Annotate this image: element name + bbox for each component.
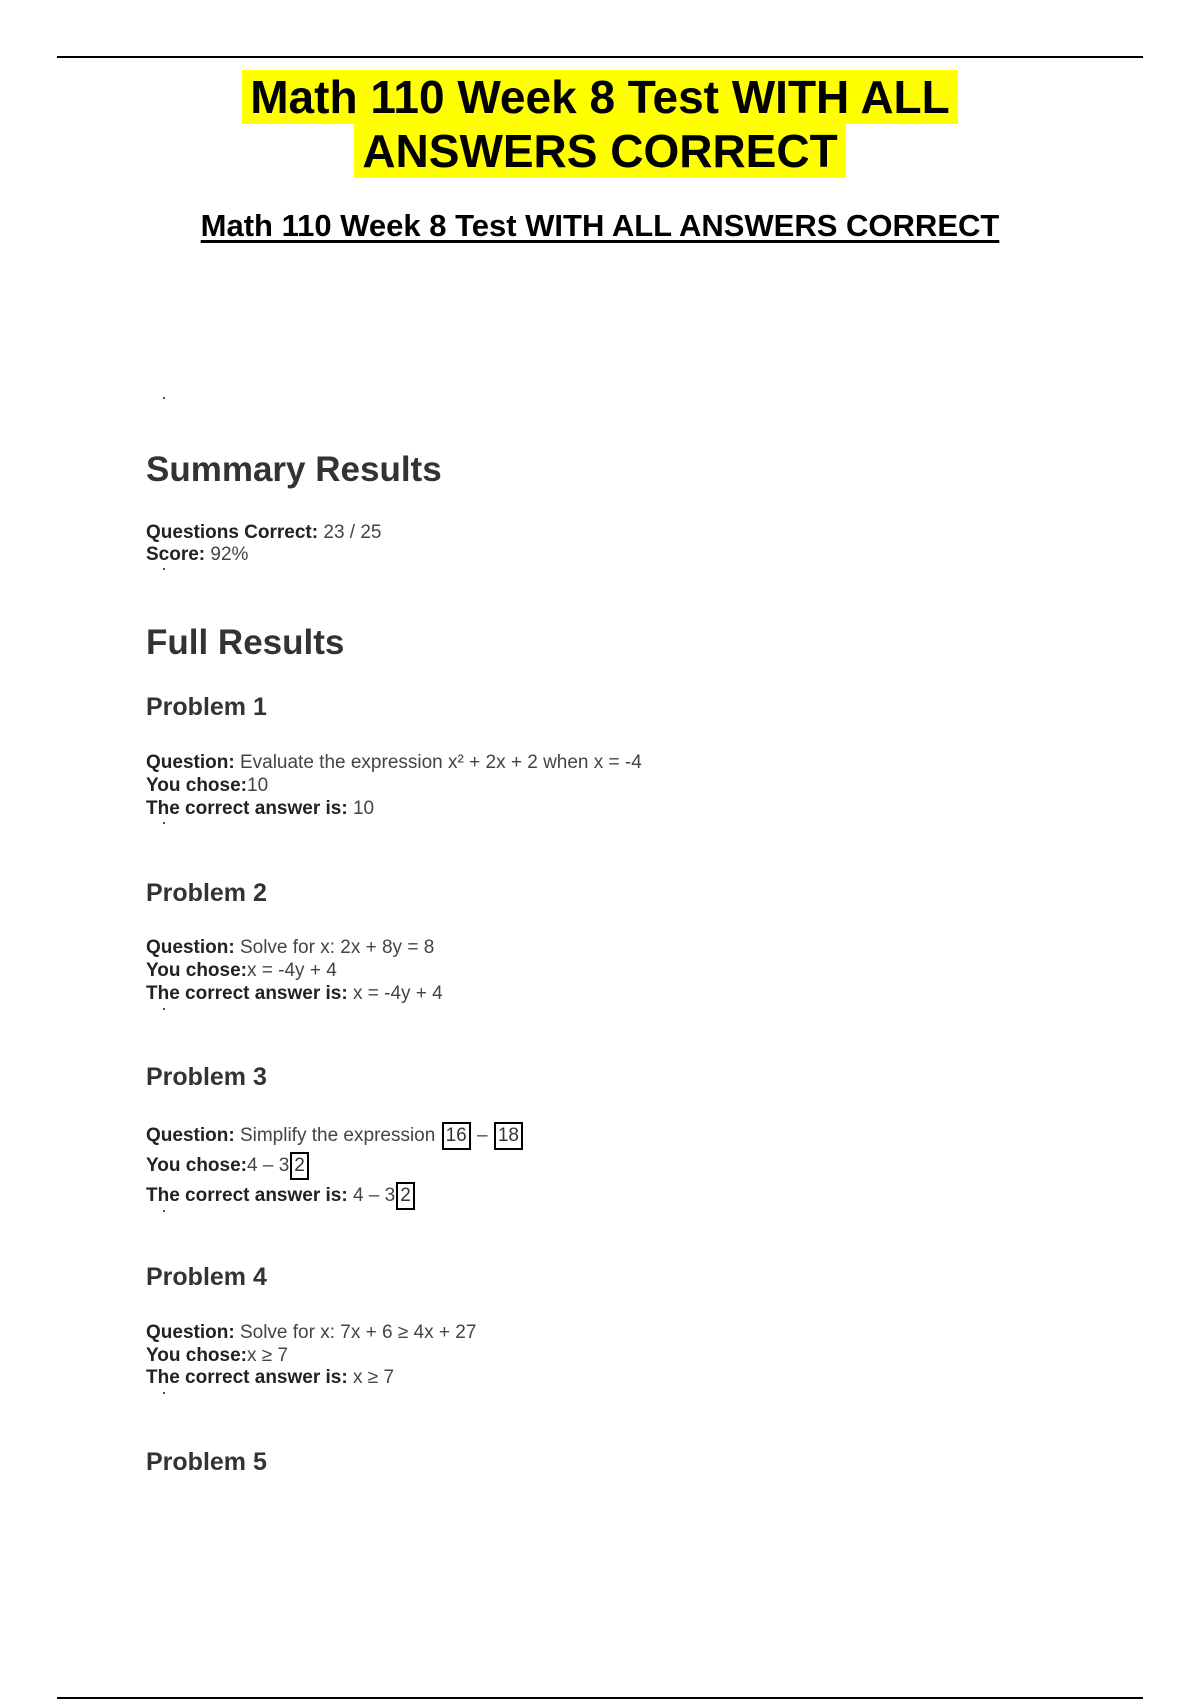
you-chose-label: You chose: [146,1155,247,1176]
problem-3-chosen [146,1152,310,1180]
question-label: Question: [146,937,235,958]
minus-sign: – [471,1125,493,1146]
score-value: 92% [205,544,249,565]
problem-1-title: Problem 1 [146,693,267,721]
top-rule [57,56,1143,58]
boxed-term: 2 [396,1182,415,1210]
you-chose-label: You chose: [146,1345,247,1366]
problem-4-question [146,1322,476,1344]
correct-answer: x ≥ 7 [347,1367,395,1388]
question-label: Question: [146,1125,235,1146]
stray-dot [163,568,165,570]
title-line-1: Math 110 Week 8 Test WITH ALL [242,70,958,124]
problem-1-chosen [146,775,268,797]
problem-2-chosen [146,960,337,982]
document-title [0,70,1200,178]
problem-5-title: Problem 5 [146,1448,267,1476]
problem-3-correct [146,1182,416,1210]
correct-answer-label: The correct answer is: [146,983,348,1004]
questions-correct-line [146,522,381,544]
question-text: Evaluate the expression x² + 2x + 2 when x = -4 [234,752,642,773]
chosen-answer: 4 – 3 [247,1155,290,1176]
problem-2-title: Problem 2 [146,879,267,907]
full-results-heading: Full Results [146,623,345,662]
correct-answer: 10 [347,798,375,819]
you-chose-label: You chose: [146,775,247,796]
problem-4-correct [146,1367,394,1389]
chosen-answer: x = -4y + 4 [247,960,337,981]
problem-1-question [146,752,642,774]
question-text: Solve for x: 7x + 6 ≥ 4x + 27 [234,1322,477,1343]
problem-2-correct [146,983,443,1005]
boxed-term: 16 [442,1122,471,1150]
question-text: Simplify the expression [234,1125,441,1146]
boxed-term: 18 [494,1122,523,1150]
stray-dot [163,397,165,399]
correct-answer-label: The correct answer is: [146,1185,348,1206]
problem-3-title: Problem 3 [146,1063,267,1091]
summary-heading: Summary Results [146,450,442,489]
questions-correct-value: 23 / 25 [318,522,382,543]
question-label: Question: [146,752,235,773]
stray-dot [163,1210,165,1212]
title-line-2: ANSWERS CORRECT [354,124,845,178]
problem-3-question [146,1122,524,1150]
score-label: Score: [146,544,206,565]
chosen-answer: x ≥ 7 [247,1345,289,1366]
problem-1-correct [146,798,374,820]
correct-answer: x = -4y + 4 [347,983,443,1004]
bottom-rule [57,1697,1143,1699]
subtitle-text: Math 110 Week 8 Test WITH ALL ANSWERS CORRECT [200,208,1000,243]
problem-4-chosen [146,1345,288,1367]
you-chose-label: You chose: [146,960,247,981]
correct-answer: 4 – 3 [347,1185,396,1206]
question-text: Solve for x: 2x + 8y = 8 [234,937,435,958]
document-subtitle [0,208,1200,244]
question-label: Question: [146,1322,235,1343]
score-line [146,544,248,566]
stray-dot [163,822,165,824]
problem-4-title: Problem 4 [146,1263,267,1291]
stray-dot [163,1392,165,1394]
boxed-term: 2 [290,1152,309,1180]
correct-answer-label: The correct answer is: [146,1367,348,1388]
stray-dot [163,1008,165,1010]
correct-answer-label: The correct answer is: [146,798,348,819]
questions-correct-label: Questions Correct: [146,522,319,543]
problem-2-question [146,937,434,959]
chosen-answer: 10 [247,775,269,796]
